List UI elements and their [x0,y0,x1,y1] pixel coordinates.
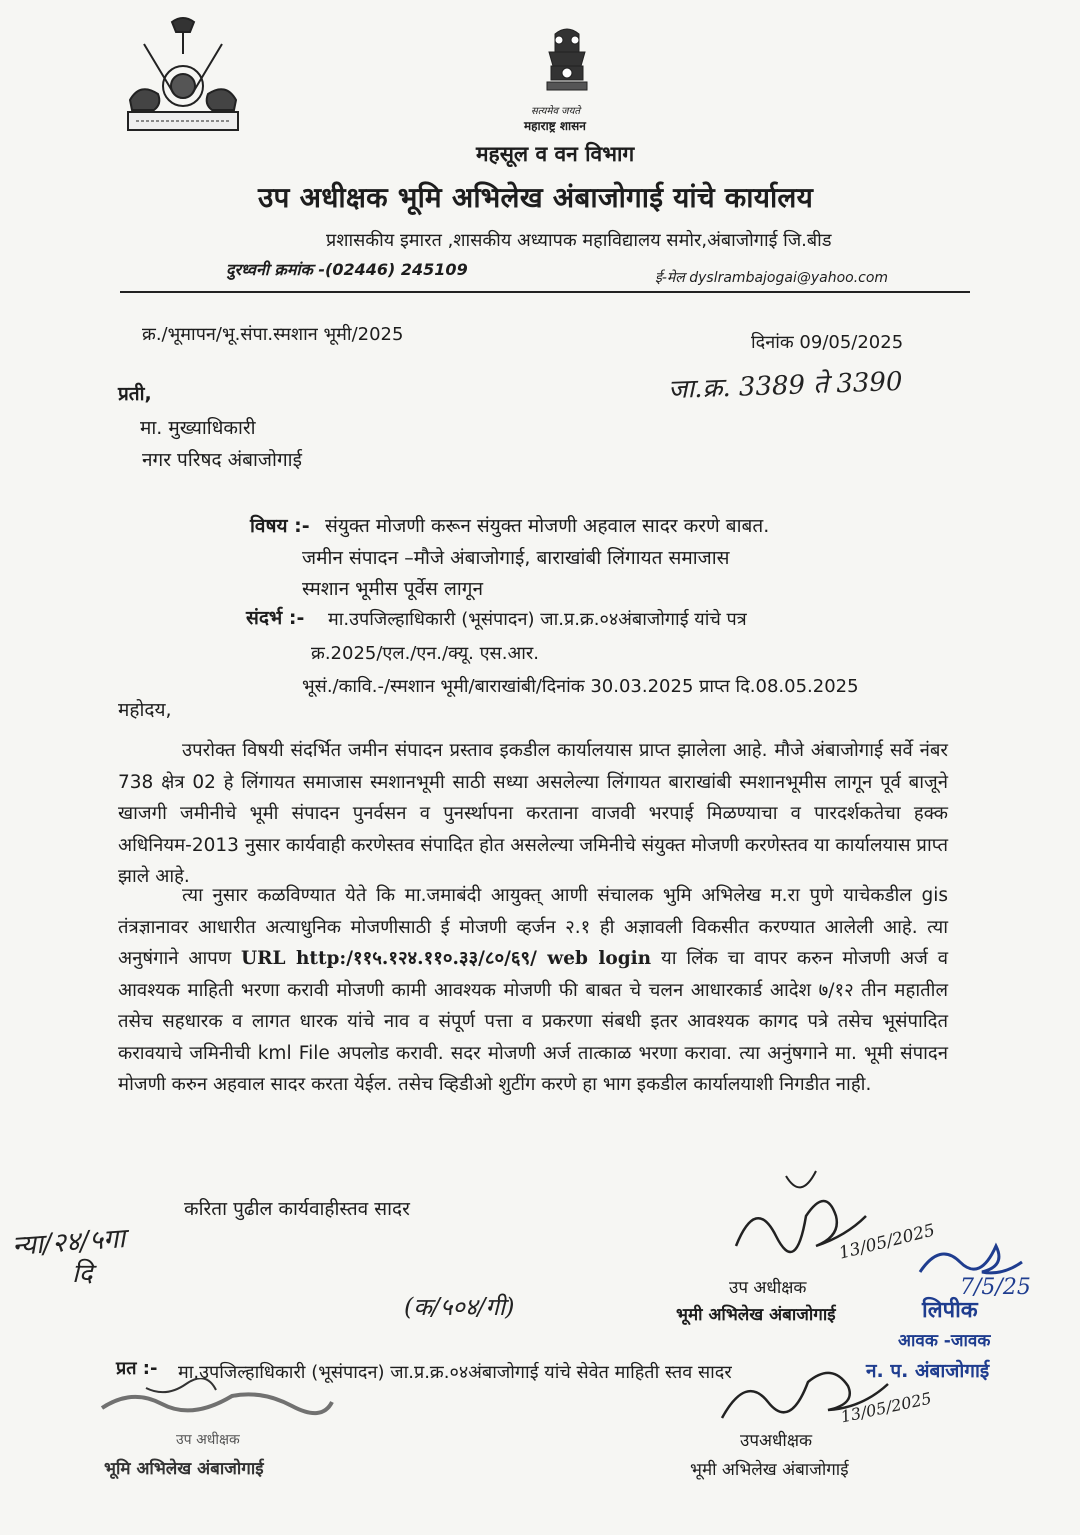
emblem-motto: सत्यमेव जयते [531,106,581,117]
state-emblem [541,26,593,104]
clerk-date: 7/5/25 [960,1275,1031,1300]
officer-2-title: उपअधीक्षक [740,1431,813,1451]
officer-2-office: भूमी अभिलेख अंबाजोगाई [690,1460,849,1480]
clerk-stamp-title: लिपीक [922,1298,978,1323]
eoffice-url: URL http:/११५.१२४.११०.३३/८०/६९/ web login [241,948,652,969]
reference-line3: भूसं./कावि.-/स्मशान भूमी/बाराखांबी/दिनांक 30.03.2025 प्राप्त दि.08.05.2025 [302,676,859,697]
handwritten-note-left-2: दि [72,1259,93,1289]
reference-line1: मा.उपजिल्हाधिकारी (भूसंपादन) जा.प्र.क्र.०४अंबाजोगाई यांचे पत्र [328,609,747,630]
left-stamp-signature [96,1378,336,1428]
body-paragraph-2b: या लिंक चा वापर करुन मोजणी अर्ज व आवश्यक माहिती भरणा करावी मोजणी कामी आवश्यक मोजणी फी बाबत चे चलन आधारकार्ड आदेश ७/१२ तीन महातील तसेच सहधारक व लागत धारक यांचे नाव व संपूर्ण पत्ता व प्रकरणा संबधी इतर आवश्यक कागद पत्रे तसेच भूसंपादित करावयाचे जमिनीची kml File अपलोड करावी. सदर मोजणी अर्ज तात्काळ भरणा करावा. त्या अनुंषगाने मा. भूमी संपादन मोजणी करुन अहवाल सादर करता येईल. तसेच व्हिडीओ शुटींग करणे हा भाग इकडील कार्यालयाशी निगडीत नाही. [118,948,948,1095]
closing-line: करिता पुढील कार्यवाहीस्तव सादर [184,1198,410,1220]
clerk-stamp-place: न. प. अंबाजोगाई [866,1360,990,1382]
left-stamp-line2: उप अधीक्षक [176,1432,240,1448]
officer-signature-1-date: 13/05/2025 [837,1220,937,1264]
salutation: महोदय, [118,699,172,721]
officer-1-title: उप अधीक्षक [729,1278,807,1298]
body-paragraph-1 [118,735,948,893]
body-paragraph-1-text: उपरोक्त विषयी संदर्भित जमीन संपादन प्रस्ताव इकडील कार्यालयास प्राप्त झालेला आहे. मौजे अंबाजोगाई सर्वे नंबर 738 क्षेत्र 02 हे लिंगायत समाजास स्मशानभूमी साठी सध्या असलेल्या लिंगायत बाराखांबी स्मशानभूमीस लागून पूर्व बाजूने खाजगी जमीनीचे भूमी संपादन पुनर्वसन व पुनर्स्थापना करताना वाजवी भरपाई मिळण्याचा व पारदर्शकतेचा हक्क अधिनियम-2013 नुसार कार्यवाही करणेस्तव संपादित होत असलेल्या जमिनीचे संयुक्त मोजणी करणेस्तव या कार्यालयास प्राप्त झाले आहे. [118,740,948,887]
officer-1-office: भूमी अभिलेख अंबाजोगाई [676,1305,836,1325]
body-paragraph-2 [118,880,948,1101]
officer-signature-2 [712,1352,902,1432]
office-address: प्रशासकीय इमारत ,शासकीय अध्यापक महाविद्यालय समोर,अंबाजोगाई जि.बीड [326,230,832,251]
reference-label: संदर्भ :- [246,607,305,629]
officer-signature-2-date: 13/05/2025 [839,1388,934,1427]
handwritten-note-center: (क/५०४/गी) [404,1293,515,1321]
office-name: उप अधीक्षक भूमि अभिलेख अंबाजोगाई यांचे कार्यालय [258,181,814,214]
office-phone: दुरध्वनी क्रमांक -(02446) 245109 [226,260,468,279]
handwritten-note-left-1: न्या/२४/५गा [11,1223,127,1262]
header-rule [120,291,970,293]
addressee-line2: नगर परिषद अंबाजोगाई [142,449,302,471]
outward-number-handwritten: जा.क्र. 3389 ते 3390 [667,366,904,406]
land-records-logo [122,14,244,136]
letter-date: दिनांक 09/05/2025 [751,332,904,353]
subject-label: विषय :- [250,515,310,537]
copy-text: मा.उपजिल्हाधिकारी (भूसंपादन) जा.प्र.क्र.०४अंबाजोगाई यांचे सेवेत माहिती स्तव सादर [178,1362,732,1383]
left-stamp-line3: भूमि अभिलेख अंबाजोगाई [104,1459,264,1479]
clerk-stamp-sub: आवक -जावक [898,1331,991,1351]
subject-line1: संयुक्त मोजणी करून संयुक्त मोजणी अहवाल सादर करणे बाबत. [325,515,770,537]
copy-label: प्रत :- [116,1358,158,1379]
office-email: ई-मेल dyslrambajogai@yahoo.com [655,270,889,286]
body-paragraph-2a: त्या नुसार कळविण्यात येते कि मा.जमाबंदी आयुक्त् आणी संचालक भुमि अभिलेख म.रा पुणे याचेकडील gis तंत्रज्ञानावर आधारीत अत्याधुनिक मोजणीसाठी ई मोजणी व्हर्जन २.१ ही अज्ञावली विकसीत करण्यात आलेली आहे. त्या अनुषंगाने आपण [118,885,948,969]
department-name: महसूल व वन विभाग [476,142,635,166]
addressee-label: प्रती, [118,383,152,405]
subject-line2: जमीन संपादन –मौजे अंबाजोगाई, बाराखांबी लिंगायत समाजास [302,547,730,569]
subject-line3: स्मशान भूमीस पूर्वेस लागून [302,578,483,600]
reference-number: क्र./भूमापन/भू.संपा.स्मशान भूमी/2025 [142,324,404,345]
addressee-line1: मा. मुख्याधिकारी [140,417,256,439]
state-name: महाराष्ट्र शासन [524,119,586,133]
reference-line2: क्र.2025/एल./एन./क्यू. एस.आर. [311,643,539,664]
